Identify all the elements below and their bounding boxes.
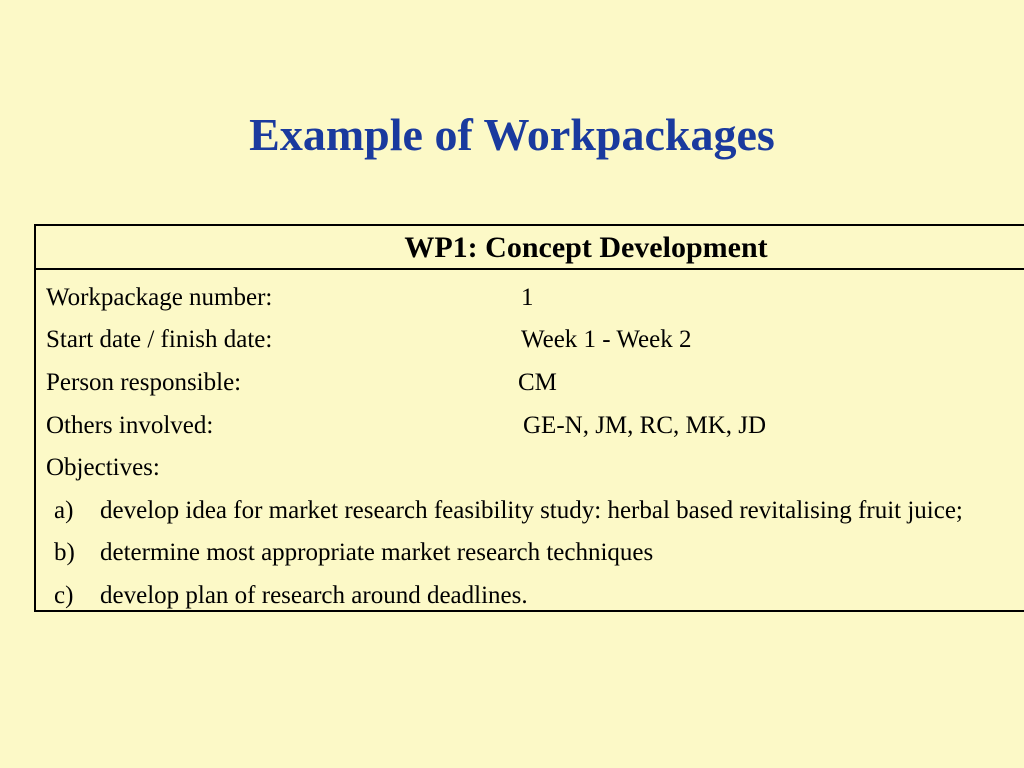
row-label: Person responsible: bbox=[46, 369, 242, 396]
row-label: Others involved: bbox=[46, 412, 214, 439]
objectives-label: Objectives: bbox=[46, 454, 160, 481]
objective-text: determine most appropriate market research techniques bbox=[100, 539, 654, 566]
row-label: Start date / finish date: bbox=[46, 326, 273, 353]
objective-text: develop idea for market research feasibility study: herbal based revitalising fruit juice; bbox=[100, 497, 963, 524]
row-label: Workpackage number: bbox=[46, 284, 273, 311]
objective-marker: b) bbox=[54, 539, 75, 566]
workpackage-header: WP1: Concept Development bbox=[36, 226, 1024, 270]
workpackage-table bbox=[34, 224, 1024, 612]
objective-marker: c) bbox=[54, 582, 74, 609]
row-value: Week 1 - Week 2 bbox=[521, 326, 692, 353]
row-value: CM bbox=[518, 369, 557, 396]
row-value: 1 bbox=[521, 284, 534, 311]
objective-marker: a) bbox=[54, 497, 74, 524]
row-value: GE-N, JM, RC, MK, JD bbox=[523, 412, 767, 439]
slide-title: Example of Workpackages bbox=[249, 109, 775, 160]
objective-text: develop plan of research around deadlines. bbox=[100, 582, 528, 609]
